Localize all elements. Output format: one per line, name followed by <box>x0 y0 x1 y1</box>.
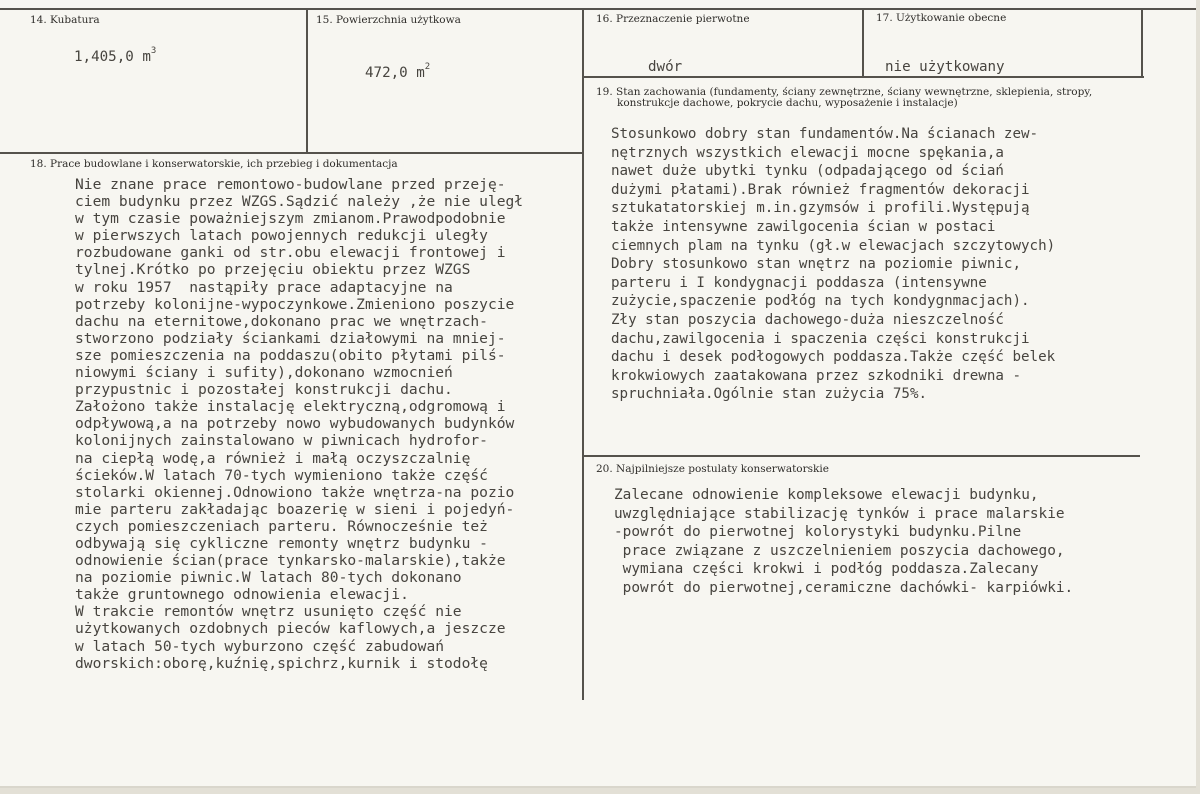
text-line: także gruntownego odnowienia elewacji. <box>75 586 409 604</box>
text-line: Założono także instalację elektryczną,odgromową i <box>75 398 506 416</box>
rule-top <box>0 8 1196 10</box>
text-line: sze pomieszczenia na poddaszu(obito płytami pilś- <box>75 346 506 364</box>
rule-v-right <box>862 8 864 77</box>
underlying-card-edge-bottom <box>0 788 1200 794</box>
text-line: potrzeby kolonijne-wypoczynkowe.Zmieniono poszycie <box>75 295 515 313</box>
stan-zachowania-label-1: 19. Stan zachowania (fundamenty, ściany zewnętrzne, ściany wewnętrzne, sklepienia, stropy, <box>596 86 1093 98</box>
text-line: na poziomie piwnic.W latach 80-tych dokonano <box>75 569 462 587</box>
kubatura-unit-exponent: 3 <box>150 46 157 56</box>
kubatura-value <box>74 46 156 65</box>
text-line: Nie znane prace remontowo-budowlane przed przeję- <box>75 176 506 193</box>
text-line: dachu i desek podłogowych poddasza.Także część belek <box>611 349 1056 366</box>
rule-mid-header-bottom <box>584 76 1144 78</box>
text-line: Zalecane odnowienie kompleksowe elewacji budynku, <box>614 487 1039 503</box>
text-line: uwzględniające stabilizację tynków i prace malarskie <box>614 505 1065 522</box>
underlying-card-edge-right <box>1196 0 1200 794</box>
przeznaczenie-value: dwór <box>648 59 683 75</box>
stan-zachowania-label-2: konstrukcje dachowe, pokrycie dachu, wyposażenie i instalacje) <box>617 97 958 109</box>
text-line: w pierwszych latach powojennych redukcji uległy <box>75 227 488 245</box>
text-line: ciemnych plam na tynku (gł.w elewacjach szczytowych) <box>611 237 1056 254</box>
text-line: Stosunkowo dobry stan fundamentów.Na ścianach zew- <box>611 126 1039 142</box>
powierzchnia-number: 472,0 m <box>365 65 425 81</box>
rule-v-middle <box>582 8 584 700</box>
text-line: kolonijnych zainstalowano w piwnicach hydrofor- <box>75 432 488 450</box>
text-line: Zły stan poszycia dachowego-duża nieszczelność <box>611 311 1004 328</box>
text-line: niowymi ściany i sufity),dokonano wzmocnień <box>75 364 453 382</box>
text-line: parteru i I kondygnacji poddasza (intensywne <box>611 274 987 291</box>
text-line: przypustnic i pozostałej konstrukcji dachu. <box>75 381 453 399</box>
text-line: mie parteru zakładając boazerię w sieni i pojedyń- <box>75 500 515 518</box>
text-line: użytkowanych ozdobnych pieców kaflowych,a jeszcze <box>75 620 506 638</box>
text-line: odpływową,a na potrzeby nowo wybudowanych budynków <box>75 415 515 433</box>
text-line: stolarki okiennej.Odnowiono także wnętrza-na pozio <box>75 483 515 501</box>
rule-left-header-bottom <box>0 152 584 154</box>
prace-budowlane-label: 18. Prace budowlane i konserwatorskie, ich przebieg i dokumentacja <box>30 158 398 170</box>
powierzchnia-value <box>365 62 430 81</box>
powierzchnia-label: 15. Powierzchnia użytkowa <box>316 14 461 26</box>
text-line: krokwiowych zaatakowana przez szkodniki drewna - <box>611 367 1021 384</box>
uzytkowanie-label: 17. Użytkowanie obecne <box>876 12 1007 24</box>
text-line: powrót do pierwotnej,ceramiczne dachówki- karpiówki. <box>614 579 1074 596</box>
text-line: stworzono podziały ściankami działowymi na mniej- <box>75 329 506 347</box>
text-line: -powrót do pierwotnej kolorystyki budynku.Pilne <box>614 524 1022 541</box>
text-line: dużymi płatami).Brak również fragmentów dekoracji <box>611 181 1030 198</box>
rule-section20-top <box>584 455 1140 457</box>
text-line: sztukatatorskiej m.in.gzymsów i profili.Występują <box>611 200 1030 217</box>
text-line: Dobry stosunkowo stan wnętrz na poziomie piwnic, <box>611 256 1021 273</box>
rule-v-left <box>306 8 308 153</box>
text-line: tylnej.Krótko po przejęciu obiektu przez WZGS <box>75 261 471 279</box>
text-line: w roku 1957 nastąpiły prace adaptacyjne na <box>75 278 453 296</box>
text-line: dachu na eternitowe,dokonano prac we wnętrzach- <box>75 312 488 330</box>
text-line: zużycie,spaczenie podłóg na tych kondygnmacjach). <box>611 293 1030 310</box>
prace-budowlane-text <box>75 176 523 672</box>
stan-zachowania-text <box>611 125 1055 404</box>
text-line: prace związane z uszczelnieniem poszycia dachowego, <box>614 542 1065 559</box>
text-line: czych pomieszczeniach parteru. Równocześnie też <box>75 517 488 535</box>
text-line: ścieków.W latach 70-tych wymieniono także część <box>75 466 488 484</box>
przeznaczenie-label: 16. Przeznaczenie pierwotne <box>596 13 750 25</box>
text-line: na ciepłą wodę,a również i małą oczyszczalnię <box>75 449 471 467</box>
kubatura-label: 14. Kubatura <box>30 14 100 26</box>
text-line: także intensywne zawilgocenia ścian w postaci <box>611 218 996 235</box>
text-line: dworskich:oborę,kuźnię,spichrz,kurnik i stodołę <box>75 654 488 672</box>
powierzchnia-unit-exponent: 2 <box>424 62 431 72</box>
text-line: odbywają się cykliczne remonty wnętrz budynku - <box>75 534 488 552</box>
text-line: wymiana części krokwi i podłóg poddasza.Zalecany <box>614 561 1039 578</box>
text-line: odnowienie ścian(prace tynkarsko-malarskie),także <box>75 552 506 570</box>
text-line: ciem budynku przez WZGS.Sądzić należy ,że nie uległ <box>75 193 524 211</box>
text-line: nętrznych wszystkich elewacji mocne spękania,a <box>611 144 1004 161</box>
text-line: dachu,zawilgocenia i spaczenia części konstrukcji <box>611 330 1030 347</box>
text-line: w latach 50-tych wyburzono część zabudowań <box>75 637 445 655</box>
postulaty-label: 20. Najpilniejsze postulaty konserwatorskie <box>596 463 829 475</box>
uzytkowanie-value: nie użytkowany <box>885 59 1005 75</box>
rule-v-far-right <box>1141 8 1143 77</box>
kubatura-number: 1,405,0 m <box>74 49 151 65</box>
postulaty-text <box>614 486 1073 598</box>
text-line: rozbudowane ganki od str.obu elewacji frontowej i <box>75 244 506 262</box>
text-line: spruchniała.Ogólnie stan zużycia 75%. <box>611 386 928 403</box>
text-line: W trakcie remontów wnętrz usunięto część nie <box>75 603 462 621</box>
text-line: w tym czasie poważniejszym zmianom.Prawodpodobnie <box>75 210 506 228</box>
text-line: nawet duże ubytki tynku (odpadającego od ściań <box>611 163 1004 180</box>
